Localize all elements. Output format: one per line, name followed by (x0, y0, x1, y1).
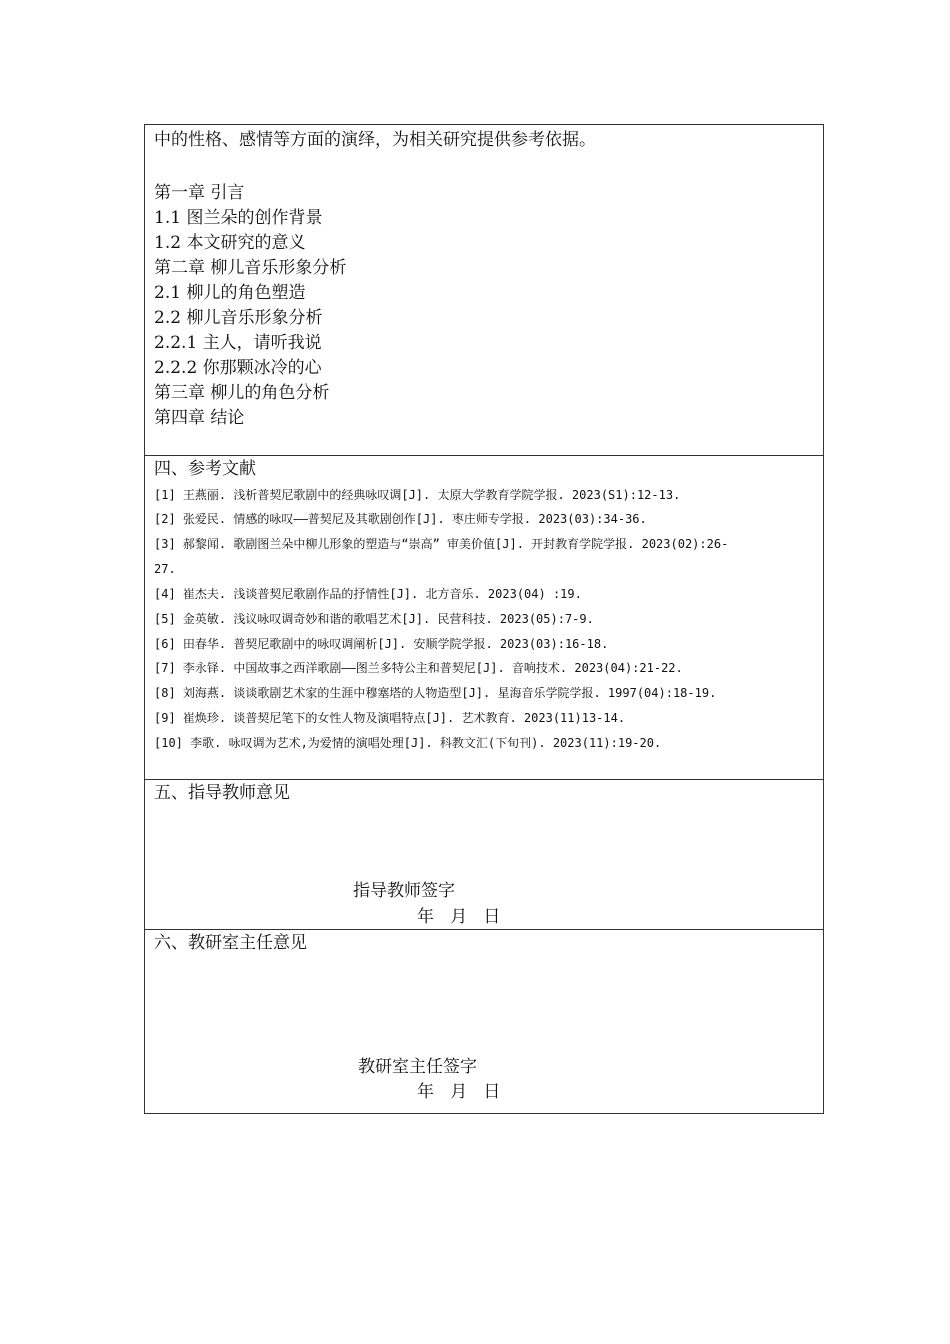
director-heading: 六、教研室主任意见 (154, 933, 307, 953)
intro-tail-text: 中的性格、感情等方面的演绎，为相关研究提供参考依据。 (154, 130, 596, 150)
reference-item: [9] 崔焕珍. 谈普契尼笔下的女性人物及演唱特点[J]. 艺术教育. 2023(11)13-14. (154, 711, 626, 725)
toc-item: 2.2.1 主人，请听我说 (154, 333, 322, 353)
advisor-heading: 五、指导教师意见 (154, 783, 290, 803)
toc-item: 1.1 图兰朵的创作背景 (154, 208, 323, 228)
toc-item: 第二章 柳儿音乐形象分析 (154, 258, 347, 278)
reference-item: [5] 金英敏. 浅议咏叹调奇妙和谐的歌唱艺术[J]. 民营科技. 2023(05):7-9. (154, 612, 594, 626)
advisor-date-label: 年 月 日 (417, 907, 501, 927)
reference-item: [7] 李永铎. 中国故事之西洋歌剧——图兰多特公主和普契尼[J]. 音响技术. 2023(04):21-22. (154, 661, 683, 675)
toc-item: 1.2 本文研究的意义 (154, 233, 306, 253)
reference-item: [6] 田春华. 普契尼歌剧中的咏叹调阐析[J]. 安顺学院学报. 2023(03):16-18. (154, 637, 609, 651)
references-section (145, 455, 823, 779)
reference-item: [1] 王燕丽. 浅析普契尼歌剧中的经典咏叹调[J]. 太原大学教育学院学报. 2023(S1):12-13. (154, 488, 681, 502)
toc-item: 2.2 柳儿音乐形象分析 (154, 308, 323, 328)
advisor-opinion-section (145, 779, 823, 929)
toc-item: 2.1 柳儿的角色塑造 (154, 283, 306, 303)
reference-item: 27. (154, 562, 176, 576)
references-heading: 四、参考文献 (154, 459, 256, 479)
reference-item: [2] 张爱民. 情感的咏叹——普契尼及其歌剧创作[J]. 枣庄师专学报. 2023(03):34-36. (154, 512, 647, 526)
toc-item: 第三章 柳儿的角色分析 (154, 383, 330, 403)
director-opinion-section (145, 929, 823, 1113)
toc-item: 第四章 结论 (154, 408, 245, 428)
form-table (144, 124, 824, 1114)
reference-item: [8] 刘海燕. 谈谈歌剧艺术家的生涯中穆塞塔的人物造型[J]. 星海音乐学院学报. 1997(04):18-19. (154, 686, 717, 700)
director-signature-label: 教研室主任签字 (358, 1057, 477, 1077)
outline-section (145, 125, 823, 455)
reference-item: [10] 李歌. 咏叹调为艺术,为爱情的演唱处理[J]. 科教文汇(下旬刊). 2023(11):19-20. (154, 736, 662, 750)
toc-item: 2.2.2 你那颗冰冷的心 (154, 358, 322, 378)
director-date-label: 年 月 日 (417, 1082, 501, 1102)
reference-item: [4] 崔杰夫. 浅谈普契尼歌剧作品的抒情性[J]. 北方音乐. 2023(04) :19. (154, 587, 582, 601)
reference-item: [3] 郝黎闻. 歌剧图兰朵中柳儿形象的塑造与“崇高” 审美价值[J]. 开封教育学院学报. 2023(02):26- (154, 537, 729, 551)
advisor-signature-label: 指导教师签字 (353, 881, 455, 901)
toc-item: 第一章 引言 (154, 183, 245, 203)
